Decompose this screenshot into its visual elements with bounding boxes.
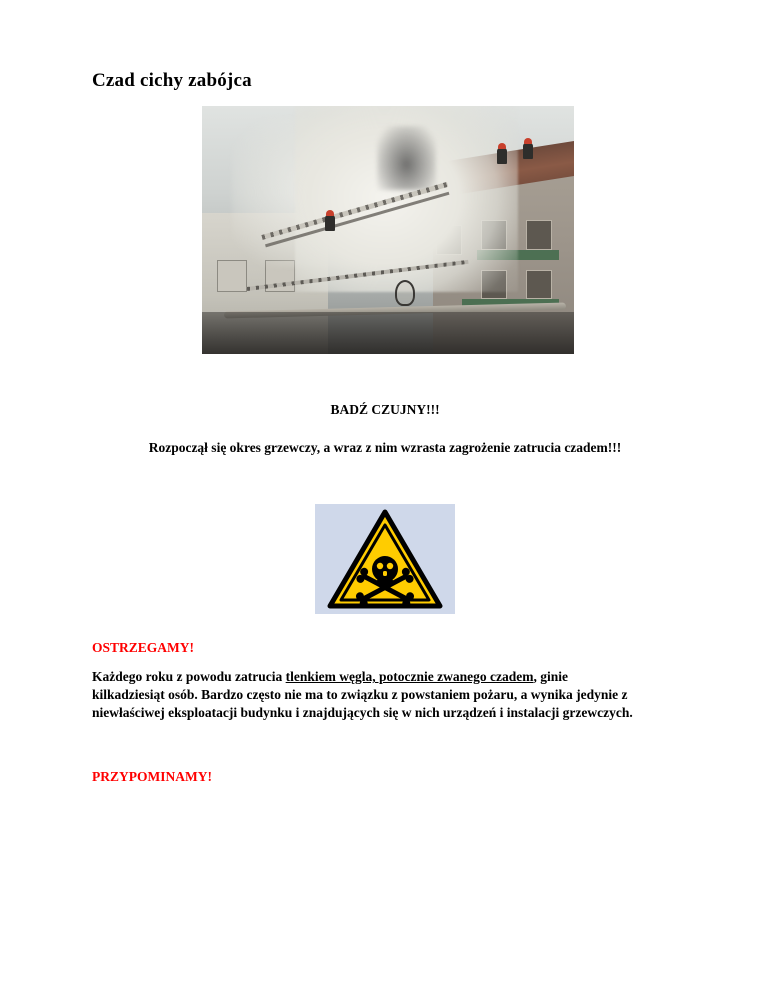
paragraph-underlined-term: tlenkiem węgla, potocznie zwanego czadem — [285, 669, 534, 684]
smoke-plume-dark — [377, 126, 437, 190]
warning-heading: OSTRZEGAMY! — [92, 640, 195, 655]
firefighters-photo — [202, 106, 574, 354]
page-title: Czad cichy zabójca — [92, 70, 252, 91]
photo-scene — [202, 106, 574, 354]
firefighter — [523, 143, 533, 159]
foreground-shadow — [202, 312, 574, 354]
reminder-heading: PRZYPOMINAMY! — [92, 769, 212, 785]
window — [526, 270, 552, 300]
season-warning-text: Rozpoczął się okres grzewczy, a wraz z nim wzrasta zagrożenie zatrucia czadem!!! — [148, 440, 622, 455]
street-lamp — [395, 280, 415, 306]
firefighter — [325, 215, 335, 231]
firefighter — [497, 148, 507, 164]
paragraph-part-2: , ginie kilkadziesiąt osób. Bardzo często nie ma to związku z powstaniem pożaru, a wynika jedynie z niewłaściwej eksploatacji budynku i znajdujących się w nich urządzeń i instalacji grzewczych. — [92, 669, 633, 720]
paragraph-part-1: Każdego roku z powodu zatrucia — [92, 669, 286, 684]
alert-heading: BADŹ CZUJNY!!! — [330, 402, 440, 417]
toxic-hazard-warning-sign — [315, 504, 455, 614]
warning-triangle-icon — [327, 508, 443, 610]
window — [526, 220, 552, 250]
body-paragraph — [92, 668, 644, 721]
